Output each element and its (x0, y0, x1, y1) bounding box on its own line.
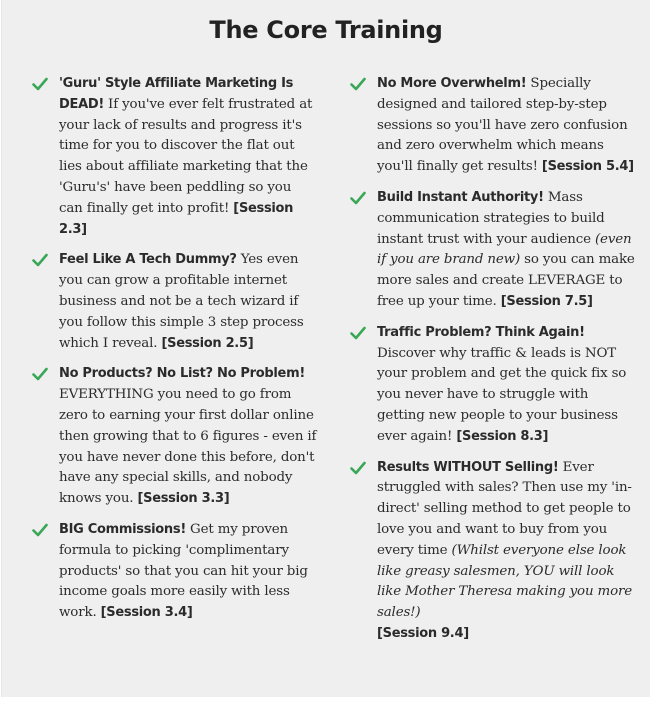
session-label: [Session 9.4] (377, 625, 469, 641)
checkmark-icon (32, 253, 48, 267)
feature-body: Get my proven formula to picking 'complimentary products' so that you can hit your big income goals more easily with less work. (59, 521, 308, 621)
left-column (32, 74, 318, 634)
feature-item (350, 323, 640, 448)
session-label: [Session 3.4] (100, 605, 193, 621)
feature-heading: BIG Commissions! (59, 521, 186, 537)
checkmark-icon (32, 367, 48, 381)
feature-heading: Build Instant Authority! (377, 189, 544, 205)
feature-heading: Feel Like A Tech Dummy? (59, 252, 237, 268)
session-label: [Session 5.4] (541, 159, 634, 175)
feature-heading: Results WITHOUT Selling! (377, 459, 559, 475)
feature-body: Specially designed and tailored step-by-step sessions so you'll have zero confusion and zero overwhelm which means you'll finally get results! (377, 76, 628, 175)
checkmark-icon (350, 326, 366, 340)
feature-item (32, 520, 318, 624)
right-column (350, 74, 640, 655)
feature-heading: No Products? No List? No Problem! (59, 366, 305, 382)
page-title: The Core Training (209, 16, 443, 44)
session-label: [Session 3.3] (137, 491, 230, 507)
feature-item (350, 188, 640, 313)
feature-emphasis: (even if you are brand new) (377, 231, 632, 268)
feature-item (350, 458, 640, 645)
feature-body: Mass communication strategies to build instant trust with your audience (377, 189, 605, 247)
checkmark-icon (350, 191, 366, 205)
session-label: [Session 2.3] (59, 200, 294, 237)
feature-heading: 'Guru' Style Affiliate Marketing Is DEAD! (59, 76, 294, 112)
session-label: [Session 8.3] (456, 428, 549, 444)
feature-body: Yes even you can grow a profitable internet business and not be a tech wizard if you follow this simple 3 step process which I reveal. (59, 252, 304, 351)
checkmark-icon (32, 77, 48, 91)
feature-item (32, 250, 318, 354)
feature-heading: No More Overwhelm! (377, 76, 527, 91)
feature-item (32, 74, 318, 240)
checkmark-icon (32, 523, 48, 537)
feature-tail: so you can make more sales and create LEVERAGE to free up your time. (377, 252, 635, 309)
feature-body: Ever struggled with sales? Then use my 'in-direct' selling method to get people to love you and want to buy from you every time (377, 459, 632, 558)
feature-emphasis: (Whilst everyone else look like greasy salesmen, YOU will look like Mother Theresa making you more sales!) (377, 542, 633, 621)
checkmark-icon (350, 77, 366, 91)
feature-body: Discover why traffic & leads is NOT your problem and get the quick fix so you never have to struggle with getting new people to your business ever again! (377, 345, 627, 444)
checkmark-icon (350, 461, 366, 475)
session-label: [Session 7.5] (500, 293, 593, 309)
session-label: [Session 2.5] (161, 335, 254, 351)
feature-body: If you've ever felt frustrated at your lack of results and progress it's time for you to discover the flat out lies about affiliate marketing that the 'Guru's' have been peddling so you can finally get into profit! (59, 96, 313, 216)
feature-heading: Traffic Problem? Think Again! (377, 324, 585, 340)
feature-body: EVERYTHING you need to go from zero to earning your first dollar online then growing that to 6 figures - even if you have never done this before, don't have any special skills, and nobody knows you. (59, 387, 317, 507)
feature-item (350, 74, 640, 178)
feature-item (32, 364, 318, 510)
